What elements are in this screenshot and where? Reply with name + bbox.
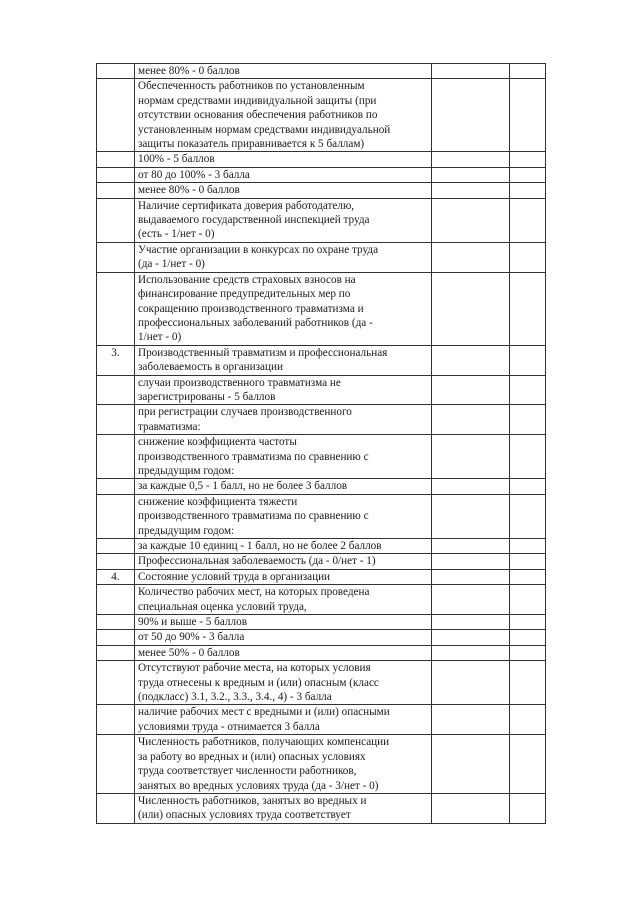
row-empty-cell-1: [432, 569, 510, 584]
row-empty-cell-1: [432, 183, 510, 198]
row-empty-cell-2: [510, 183, 546, 198]
row-number: [97, 645, 135, 660]
row-criterion: Профессиональная заболеваемость (да - 0/нет - 1): [135, 554, 432, 569]
row-number: [97, 705, 135, 735]
row-number: [97, 435, 135, 479]
row-empty-cell-1: [432, 242, 510, 272]
row-criterion: Участие организации в конкурсах по охране труда (да - 1/нет - 0): [135, 242, 432, 272]
row-empty-cell-1: [432, 64, 510, 79]
row-empty-cell-2: [510, 645, 546, 660]
scoring-table-body: [97, 64, 546, 824]
table-row: [97, 79, 546, 152]
row-empty-cell-1: [432, 198, 510, 242]
row-empty-cell-2: [510, 793, 546, 823]
table-row: [97, 345, 546, 375]
row-empty-cell-1: [432, 585, 510, 615]
table-row: [97, 198, 546, 242]
table-row: [97, 539, 546, 554]
row-number: [97, 735, 135, 794]
row-number: [97, 272, 135, 345]
row-criterion: от 50 до 90% - 3 балла: [135, 630, 432, 645]
row-empty-cell-2: [510, 435, 546, 479]
row-number: [97, 479, 135, 494]
row-empty-cell-2: [510, 585, 546, 615]
row-empty-cell-2: [510, 615, 546, 630]
row-empty-cell-1: [432, 554, 510, 569]
row-empty-cell-2: [510, 735, 546, 794]
row-empty-cell-2: [510, 64, 546, 79]
row-empty-cell-2: [510, 630, 546, 645]
row-empty-cell-2: [510, 405, 546, 435]
row-empty-cell-2: [510, 494, 546, 538]
row-criterion: снижение коэффициента частоты производственного травматизма по сравнению с предыдущим годом:: [135, 435, 432, 479]
row-empty-cell-2: [510, 705, 546, 735]
table-row: [97, 167, 546, 182]
row-empty-cell-2: [510, 167, 546, 182]
document-page: [96, 63, 545, 824]
table-row: [97, 705, 546, 735]
row-empty-cell-1: [432, 615, 510, 630]
row-empty-cell-1: [432, 79, 510, 152]
row-empty-cell-2: [510, 539, 546, 554]
table-row: [97, 375, 546, 405]
table-row: [97, 615, 546, 630]
row-empty-cell-1: [432, 705, 510, 735]
row-criterion: менее 80% - 0 баллов: [135, 183, 432, 198]
table-row: [97, 435, 546, 479]
row-number: [97, 198, 135, 242]
table-row: [97, 645, 546, 660]
row-number: [97, 539, 135, 554]
row-number: [97, 615, 135, 630]
row-number: [97, 793, 135, 823]
row-empty-cell-2: [510, 272, 546, 345]
row-number: [97, 183, 135, 198]
table-row: [97, 793, 546, 823]
row-number: [97, 554, 135, 569]
row-empty-cell-1: [432, 375, 510, 405]
table-row: [97, 661, 546, 705]
row-empty-cell-1: [432, 630, 510, 645]
table-row: [97, 735, 546, 794]
row-criterion: Отсутствуют рабочие места, на которых условия труда отнесены к вредным и (или) опасным (класс (подкласс) 3.1, 3.2., 3.3., 3.4., 4) - 3 балла: [135, 661, 432, 705]
row-empty-cell-2: [510, 345, 546, 375]
row-criterion: менее 50% - 0 баллов: [135, 645, 432, 660]
row-criterion: наличие рабочих мест с вредными и (или) опасными условиями труда - отнимается 3 балла: [135, 705, 432, 735]
row-number: [97, 152, 135, 167]
row-criterion: Численность работников, занятых во вредных и (или) опасных условиях труда соответствует: [135, 793, 432, 823]
row-criterion: 90% и выше - 5 баллов: [135, 615, 432, 630]
row-criterion: снижение коэффициента тяжести производственного травматизма по сравнению с предыдущим годом:: [135, 494, 432, 538]
row-empty-cell-1: [432, 539, 510, 554]
row-criterion: Состояние условий труда в организации: [135, 569, 432, 584]
row-empty-cell-2: [510, 198, 546, 242]
row-empty-cell-1: [432, 167, 510, 182]
table-row: [97, 405, 546, 435]
row-empty-cell-1: [432, 152, 510, 167]
row-criterion: Численность работников, получающих компенсации за работу во вредных и (или) опасных условиях труда соответствует численности работников, занятых во вредных условиях труда (да - 3/нет - 0): [135, 735, 432, 794]
row-number: [97, 167, 135, 182]
row-criterion: за каждые 10 единиц - 1 балл, но не более 2 баллов: [135, 539, 432, 554]
row-empty-cell-2: [510, 554, 546, 569]
row-number: [97, 661, 135, 705]
row-empty-cell-2: [510, 375, 546, 405]
row-empty-cell-2: [510, 479, 546, 494]
row-empty-cell-1: [432, 405, 510, 435]
row-empty-cell-1: [432, 735, 510, 794]
row-empty-cell-1: [432, 793, 510, 823]
row-empty-cell-1: [432, 345, 510, 375]
row-criterion: Количество рабочих мест, на которых проведена специальная оценка условий труда,: [135, 585, 432, 615]
row-number: [97, 630, 135, 645]
row-empty-cell-1: [432, 645, 510, 660]
row-number: [97, 494, 135, 538]
row-empty-cell-2: [510, 661, 546, 705]
row-number: 4.: [97, 569, 135, 584]
table-row: [97, 64, 546, 79]
table-row: [97, 630, 546, 645]
table-row: [97, 242, 546, 272]
row-number: [97, 375, 135, 405]
row-criterion: при регистрации случаев производственного травматизма:: [135, 405, 432, 435]
row-empty-cell-2: [510, 242, 546, 272]
table-row: [97, 183, 546, 198]
row-number: [97, 405, 135, 435]
table-row: [97, 272, 546, 345]
table-row: [97, 494, 546, 538]
row-empty-cell-1: [432, 479, 510, 494]
row-criterion: Производственный травматизм и профессиональная заболеваемость в организации: [135, 345, 432, 375]
row-number: [97, 64, 135, 79]
row-empty-cell-1: [432, 272, 510, 345]
table-row: [97, 585, 546, 615]
row-criterion: за каждые 0,5 - 1 балл, но не более 3 баллов: [135, 479, 432, 494]
row-criterion: 100% - 5 баллов: [135, 152, 432, 167]
row-empty-cell-1: [432, 661, 510, 705]
row-number: [97, 242, 135, 272]
row-criterion: случаи производственного травматизма не зарегистрированы - 5 баллов: [135, 375, 432, 405]
table-row: [97, 569, 546, 584]
row-number: [97, 585, 135, 615]
row-empty-cell-2: [510, 152, 546, 167]
row-criterion: Обеспеченность работников по установленным нормам средствами индивидуальной защиты (при отсутствии основания обеспечения работников по установленным нормам средствами индивидуальной защиты показатель приравнивается к 5 баллам): [135, 79, 432, 152]
row-criterion: менее 80% - 0 баллов: [135, 64, 432, 79]
row-criterion: Использование средств страховых взносов на финансирование предупредительных мер по сокращению производственного травматизма и профессиональных заболеваний работников (да - 1/нет - 0): [135, 272, 432, 345]
table-row: [97, 554, 546, 569]
row-empty-cell-2: [510, 569, 546, 584]
row-number: 3.: [97, 345, 135, 375]
table-row: [97, 479, 546, 494]
table-row: [97, 152, 546, 167]
row-empty-cell-2: [510, 79, 546, 152]
row-empty-cell-1: [432, 494, 510, 538]
row-empty-cell-1: [432, 435, 510, 479]
scoring-table: [96, 63, 546, 824]
row-criterion: Наличие сертификата доверия работодателю, выдаваемого государственной инспекцией труда (есть - 1/нет - 0): [135, 198, 432, 242]
row-number: [97, 79, 135, 152]
row-criterion: от 80 до 100% - 3 балла: [135, 167, 432, 182]
